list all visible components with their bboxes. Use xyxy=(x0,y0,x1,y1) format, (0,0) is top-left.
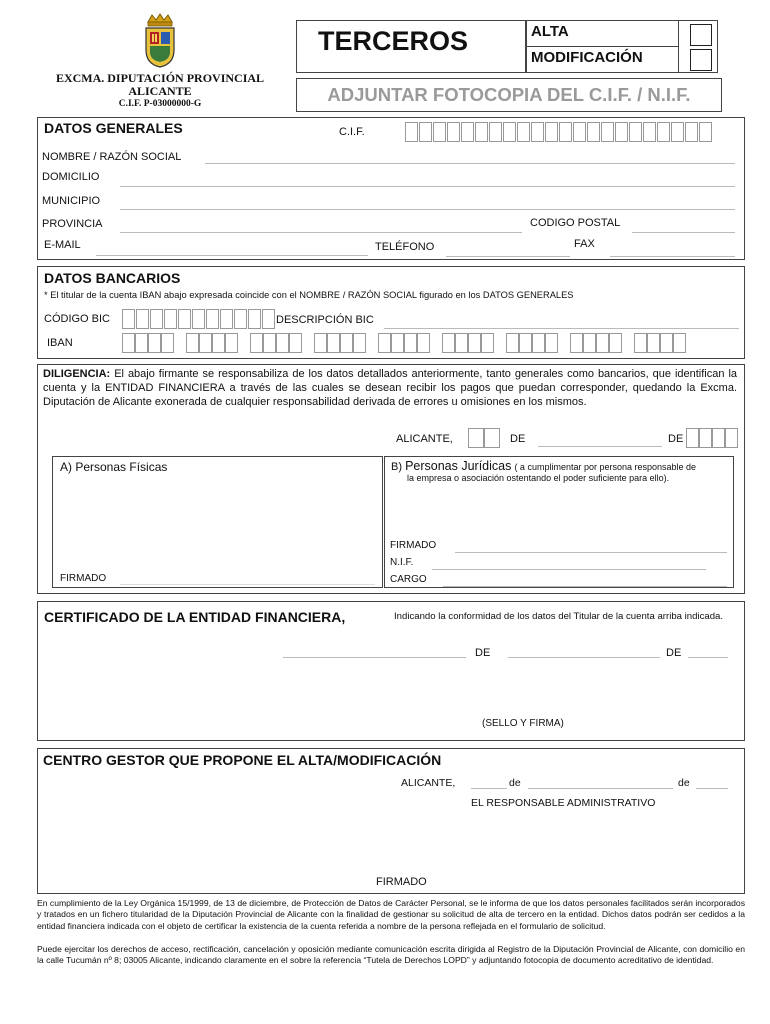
domicilio-label: DOMICILIO xyxy=(42,171,100,183)
codigo-postal-input[interactable] xyxy=(632,232,735,233)
diligencia-label: DILIGENCIA: xyxy=(43,368,111,380)
bic-description-input[interactable] xyxy=(384,328,739,329)
bic-input-cells[interactable] xyxy=(122,309,276,329)
org-city: ALICANTE xyxy=(128,84,192,98)
cargo-input[interactable] xyxy=(443,586,727,587)
email-label: E-MAIL xyxy=(44,239,81,251)
email-input[interactable] xyxy=(96,255,368,256)
iban-label: IBAN xyxy=(47,337,73,349)
diligencia-year-cells[interactable] xyxy=(686,428,738,448)
modificacion-checkbox[interactable] xyxy=(690,49,712,71)
telefono-input[interactable] xyxy=(446,256,570,257)
page-title: TERCEROS xyxy=(317,26,469,56)
nif-label: N.I.F. xyxy=(390,557,414,568)
municipio-input[interactable] xyxy=(120,209,735,210)
codigo-postal-label: CODIGO POSTAL xyxy=(530,217,621,229)
cif-input-cells[interactable] xyxy=(405,122,713,142)
centro-de2-label: de xyxy=(678,777,690,789)
certificado-year-input[interactable] xyxy=(688,657,728,658)
fax-label: FAX xyxy=(574,238,595,250)
provincia-label: PROVINCIA xyxy=(42,218,103,230)
diligencia-body: El abajo firmante se responsabiliza de los datos detallados anteriormente, tanto generales como bancarios, que identifican la cuenta y la ENTIDAD FINANCIERA a través de las cuales se desean recibir los pagos que puedan corresponder, quedando la Excma. Diputación de Alicante exonerada de cualquier responsabilidad derivada de errores u omisiones en los mismos. xyxy=(43,368,738,408)
personas-fisicas-box xyxy=(52,456,383,588)
certificado-heading: CERTIFICADO DE LA ENTIDAD FINANCIERA, xyxy=(44,609,346,625)
nombre-input[interactable] xyxy=(205,163,735,164)
centro-section xyxy=(37,748,745,894)
cif-label: C.I.F. xyxy=(339,126,365,138)
option-alta-label: ALTA xyxy=(531,23,569,40)
general-heading: DATOS GENERALES xyxy=(44,120,183,136)
bic-description-label: DESCRIPCIÓN BIC xyxy=(276,314,374,326)
bic-label: CÓDIGO BIC xyxy=(44,313,111,325)
nombre-label: NOMBRE / RAZÓN SOCIAL xyxy=(42,151,182,163)
firmado-b-label: FIRMADO xyxy=(390,540,437,551)
centro-year-input[interactable] xyxy=(696,788,728,789)
org-cif: C.I.F. P-03000000-G xyxy=(118,99,202,109)
juridicas-note2: la empresa o asociación ostentando el poder suficiente para ello). xyxy=(407,473,670,483)
subtitle: ADJUNTAR FOTOCOPIA DEL C.I.F. / N.I.F. xyxy=(327,84,691,105)
fax-input[interactable] xyxy=(610,256,735,257)
provincia-input[interactable] xyxy=(120,232,522,233)
certificado-de2-label: DE xyxy=(666,647,682,659)
responsable-label: EL RESPONSABLE ADMINISTRATIVO xyxy=(471,797,656,809)
centro-month-input[interactable] xyxy=(528,788,673,789)
centro-heading: CENTRO GESTOR QUE PROPONE EL ALTA/MODIFICACIÓN xyxy=(43,752,442,768)
centro-firmado-label: FIRMADO xyxy=(376,876,427,888)
firmado-b-input[interactable] xyxy=(455,552,727,553)
juridicas-note1: ( a cumplimentar por persona responsable de xyxy=(514,462,697,472)
municipio-label: MUNICIPIO xyxy=(42,195,101,207)
nif-input[interactable] xyxy=(432,569,706,570)
org-name: EXCMA. DIPUTACIÓN PROVINCIAL xyxy=(55,71,265,85)
diligencia-de1-label: DE xyxy=(510,433,526,445)
iban-input-cells[interactable] xyxy=(122,333,742,355)
option-modificacion-label: MODIFICACIÓN xyxy=(531,49,643,66)
personas-fisicas-label: A) Personas Físicas xyxy=(60,460,168,474)
diligencia-text xyxy=(43,367,737,409)
certificado-month-input[interactable] xyxy=(508,657,660,658)
domicilio-input[interactable] xyxy=(120,186,735,187)
certificado-day-input[interactable] xyxy=(283,657,466,658)
personas-juridicas-label: Personas Jurídicas xyxy=(405,459,512,473)
centro-de1-label: de xyxy=(509,777,521,789)
diligencia-alicante-label: ALICANTE, xyxy=(396,433,453,445)
sello-label: (SELLO Y FIRMA) xyxy=(482,718,564,729)
bank-note: * El titular de la cuenta IBAN abajo expresada coincide con el NOMBRE / RAZÓN SOCIAL figurado en los DATOS GENERALES xyxy=(44,290,574,300)
coat-of-arms-icon xyxy=(142,12,178,68)
juridicas-letter: B) xyxy=(391,461,402,473)
legal-notice-rights: Puede ejercitar los derechos de acceso, rectificación, cancelación y oposición mediante comunicación escrita dirigida al Registro de la Diputación Provincial de Alicante, con domicilio en la calle Tucumán nº 8; 03005 Alicante, indicando claramente en el sobre la referencia “Tutela de Derechos LOPD” y adjuntando fotocopia de documento acreditativo de identidad. xyxy=(37,944,745,966)
certificado-text: Indicando la conformidad de los datos del Titular de la cuenta arriba indicada. xyxy=(394,611,724,622)
diligencia-de2-label: DE xyxy=(668,433,684,445)
alta-checkbox[interactable] xyxy=(690,24,712,46)
telefono-label: TELÉFONO xyxy=(375,241,435,253)
diligencia-month-input[interactable] xyxy=(538,446,662,447)
firmado-a-input[interactable] xyxy=(120,584,375,585)
diligencia-day-cells[interactable] xyxy=(468,428,500,448)
centro-alicante-label: ALICANTE, xyxy=(401,777,456,789)
firmado-a-label: FIRMADO xyxy=(60,573,107,584)
bank-heading: DATOS BANCARIOS xyxy=(44,270,181,286)
legal-notice: En cumplimiento de la Ley Orgánica 15/1999, de 13 de diciembre, de Protección de Datos de Carácter Personal, se le informa de que los datos personales facilitados serán incorporados y tratados en un fichero titularidad de la Diputación Provincial de Alicante con la finalidad de gestionar su solicitud de alta de tercero en la entidad. Dichos datos podrán ser cedidos a la entidad financiera indicada con el objeto de certificar la existencia de la cuenta referida a nombre de la persona reflejada en el formulario de solicitud. xyxy=(37,898,745,931)
certificado-de1-label: DE xyxy=(475,647,491,659)
cargo-label: CARGO xyxy=(390,574,427,585)
centro-day-input[interactable] xyxy=(471,788,507,789)
